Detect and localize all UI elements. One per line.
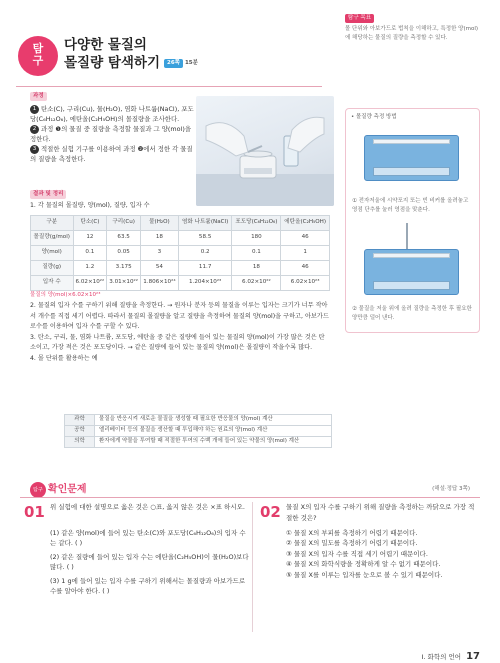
question-number: 02 [260, 503, 281, 521]
usage-field: 공학 [65, 426, 95, 437]
table-cell: 54 [141, 260, 179, 275]
table-cell: 6.02×10²² [232, 275, 281, 290]
table-cell: 46 [281, 260, 330, 275]
table-row-header: 몰질량(g/mol) [31, 230, 74, 245]
question-text: 물질 X의 입자 수를 구하기 위해 질량을 측정하는 까닭으로 가장 적절한 것은? [286, 503, 475, 522]
table-header-cell: 물(H₂O) [141, 215, 179, 230]
table-cell: 0.05 [107, 245, 141, 260]
answer-option-2[interactable]: ② 물질 X의 밀도를 측정하기 어렵기 때문이다. [286, 539, 418, 548]
table-row-header: 입자 수 [31, 275, 74, 290]
page-number: 17 [466, 651, 480, 662]
table-header-cell: 에탄올(C₂H₅OH) [281, 215, 330, 230]
table-cell: 180 [232, 230, 281, 245]
answer-option-1[interactable]: ① 물질 X의 부피를 측정하기 어렵기 때문이다. [286, 528, 418, 537]
table-cell: 1.2 [73, 260, 107, 275]
process-step-3: 3 적절한 실험 기구를 이용하여 과정 ❷에서 정한 각 물질의 질량을 측정한다. [30, 145, 193, 163]
table-row [31, 275, 330, 290]
table-header-cell: 탄소(C) [73, 215, 107, 230]
table-cell: 11.7 [178, 260, 232, 275]
spatula-icon [406, 223, 408, 249]
page-title: 다양한 물질의 몰질량 탐색하기 26쪽 15분 [64, 37, 198, 71]
table-row-header: 질량(g) [31, 260, 74, 275]
goal-chip: 탐구 목표 [345, 14, 374, 23]
inquiry-goal [345, 14, 480, 43]
table-cell: 58.5 [178, 230, 232, 245]
table-row-header: 양(mol) [31, 245, 74, 260]
page-tag: 26쪽 [164, 59, 183, 68]
question-text: 위 실험에 대한 설명으로 옳은 것은 ○표, 옳지 않은 것은 ×표 하시오. [50, 503, 245, 511]
result-paragraph-2: 2. 물질의 입자 수를 구하기 위해 질량을 측정한다. → 원자나 분자 등의 물질을 이루는 입자는 크기가 너무 작아서 개수를 직접 세기 어렵다. 따라서 물질의 몰질량을 알고 질량을 측정하여 물질의 양(mol)을 구하고, 아보가드로수를 이용하여 입자 수를 구할 수 있다. [30, 302, 329, 331]
result-section [30, 190, 330, 364]
table-cell: 12 [73, 230, 107, 245]
check-icon: 탐구 [30, 482, 46, 498]
question-number: 01 [24, 503, 45, 521]
table-row [31, 245, 330, 260]
table-row [65, 426, 332, 437]
process-chip: 과정 [30, 92, 47, 101]
table-cell: 0.1 [232, 245, 281, 260]
table-header-row [31, 215, 330, 230]
sidebar-caption-2: ② 물질을 저울 위에 올려 질량을 측정한 후 필요한 양만큼 덜어 낸다. [352, 306, 472, 321]
usage-desc: 환자에게 약물을 투여할 때 적절한 투여의 수백 개에 들어 있는 약물의 양(mol) 계산 [95, 437, 332, 448]
usage-desc: 물질을 반응시켜 새로운 물질을 생성할 때 필요한 반응물의 양(mol) 계산 [95, 415, 332, 426]
usage-field: 의학 [65, 437, 95, 448]
balance-image-1 [364, 135, 459, 181]
check-header [30, 482, 470, 498]
check-title: 확인문제 [47, 483, 87, 495]
process-section [30, 92, 195, 164]
process-step-1: 1 탄소(C), 구리(Cu), 물(H₂O), 염화 나트륨(NaCl), 포도당(C₆H₁₂O₆), 에탄올(C₂H₅OH)의 몰질량을 조사한다. [30, 105, 194, 123]
page-footer [422, 650, 480, 663]
table-cell: 3.01×10²² [107, 275, 141, 290]
question-divider [252, 502, 253, 632]
sidebar-title: • 몰질량 측정 방법 [351, 114, 397, 120]
inquiry-badge: 탐 구 [18, 36, 58, 76]
sidebar-caption-1: ① 전자저울에 시약포지 또는 빈 비커를 올려놓고 영점 단추를 눌러 영점을 맞춘다. [352, 198, 469, 213]
table-note: 물질의 양(mol)×6.02×10²³ [30, 291, 101, 298]
question-item: (1) 같은 양(mol)에 들어 있는 탄소(C)와 포도당(C₆H₁₂O₆)의 입자 수는 같다. ( ) [50, 528, 246, 548]
molar-mass-table [30, 215, 330, 291]
table-header-cell: 구리(Cu) [107, 215, 141, 230]
result-paragraph-4: 4. 몰 단위를 활용하는 예 [30, 354, 98, 362]
table-cell: 3.175 [107, 260, 141, 275]
table-row [31, 260, 330, 275]
table-row [65, 415, 332, 426]
table-cell: 1.806×10²⁴ [141, 275, 179, 290]
question-2 [260, 502, 480, 580]
result-paragraph-3: 3. 탄소, 구리, 물, 염화 나트륨, 포도당, 에탄올 중 같은 질량에 들어 있는 물질의 양(mol)이 가장 많은 것은 탄소이고, 가장 적은 것은 포도당이다. → 같은 질량에 들어 있는 물질의 양(mol)은 몰질량이 작을수록 많다. [30, 333, 325, 352]
question-1 [24, 502, 249, 597]
table-cell: 1.204×10²³ [178, 275, 232, 290]
answer-ref: (해설·정답 3쪽) [432, 486, 470, 492]
title-divider [16, 86, 322, 87]
table-cell: 1 [281, 245, 330, 260]
table-cell: 46 [281, 230, 330, 245]
balance-image-2 [364, 249, 459, 295]
check-divider [20, 497, 480, 498]
answer-option-3[interactable]: ③ 물질 X의 입자 수를 직접 세기 어렵기 때문이다. [286, 549, 428, 558]
process-step-2: 2 과정 ❶의 물질 중 질량을 측정할 물질과 그 양(mol)을 정한다. [30, 125, 191, 143]
table-cell: 6.02×10²² [73, 275, 107, 290]
measurement-sidebar [345, 108, 480, 333]
question-item: (3) 1 g에 들어 있는 입자 수를 구하기 위해서는 몰질량과 아보가드로수를 알아야 한다. ( ) [50, 576, 246, 596]
usage-field: 과학 [65, 415, 95, 426]
table-cell: 0.2 [178, 245, 232, 260]
table-cell: 6.02×10²³ [281, 275, 330, 290]
table-header-cell: 구분 [31, 215, 74, 230]
table-cell: 18 [232, 260, 281, 275]
table-cell: 18 [141, 230, 179, 245]
usage-desc: 엘리베이터 등의 물질을 생산할 때 투입해야 하는 원료의 양(mol) 계산 [95, 426, 332, 437]
result-question-1: 1. 각 물질의 몰질량, 양(mol), 질량, 입자 수 [30, 202, 150, 209]
usage-table [64, 414, 332, 448]
result-chip: 결과 및 정리 [30, 190, 66, 199]
chapter-label: I. 화학의 언어 [421, 653, 462, 661]
table-cell: 3 [141, 245, 179, 260]
duration-text: 15분 [184, 60, 198, 66]
answer-option-4[interactable]: ④ 물질 X의 화학식량을 정확하게 알 수 없기 때문이다. [286, 560, 441, 569]
table-row [31, 230, 330, 245]
answer-option-5[interactable]: ⑤ 물질 X를 이루는 입자를 눈으로 볼 수 있기 때문이다. [286, 570, 443, 579]
table-cell: 0.1 [73, 245, 107, 260]
table-row [65, 437, 332, 448]
table-cell: 63.5 [107, 230, 141, 245]
table-header-cell: 염화 나트륨(NaCl) [178, 215, 232, 230]
question-item: (2) 같은 질량에 들어 있는 입자 수는 에탄올(C₂H₅OH)이 물(H₂O)보다 많다. ( ) [50, 552, 249, 572]
table-header-cell: 포도당(C₆H₁₂O₆) [232, 215, 281, 230]
goal-text: 몰 단위와 아보가드로 법칙을 이해하고, 특정한 양(mol)에 해당하는 물질의 질량을 측정할 수 있다. [345, 26, 479, 41]
